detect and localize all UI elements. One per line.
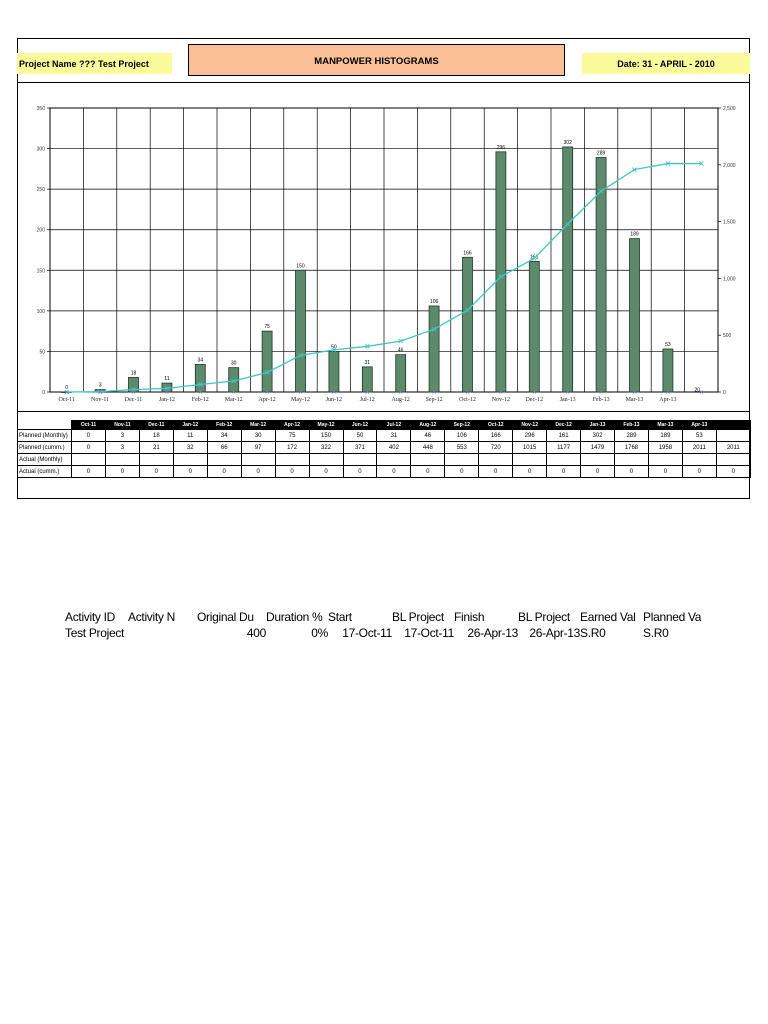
y-tick-label-left: 300 <box>36 146 45 153</box>
table-cell: 2011 <box>682 442 716 454</box>
report-date: Date: 31 - APRIL - 2010 <box>582 53 750 74</box>
bar <box>396 355 406 392</box>
table-cell <box>648 454 682 466</box>
bar-data-label: 53 <box>665 341 671 348</box>
table-month-header: Oct-12 <box>479 421 513 430</box>
table-cell <box>241 454 275 466</box>
table-cell <box>275 454 309 466</box>
activity-cell: 400 <box>246 626 266 640</box>
table-row-label: Actual (Monthly) <box>18 454 72 466</box>
table-cell: 0 <box>139 466 173 478</box>
activity-header-cell: Finish <box>454 610 485 624</box>
page-title: MANPOWER HISTOGRAMS <box>188 44 565 76</box>
table-cell: 0 <box>241 466 275 478</box>
table-row <box>18 442 751 454</box>
activity-cell: 17-Oct-11 <box>404 626 454 640</box>
bar <box>429 306 439 392</box>
y-tick-label-right: 2,000 <box>723 162 736 169</box>
table-cell <box>377 454 411 466</box>
x-tick-label: Apr-13 <box>659 397 677 403</box>
table-cell: 0 <box>275 466 309 478</box>
table-cell <box>615 454 649 466</box>
bar-data-label: 3 <box>98 382 102 389</box>
table-month-header: Mar-12 <box>241 421 275 430</box>
bar-data-label: 106 <box>429 298 439 305</box>
table-cell: 75 <box>275 430 309 442</box>
bar <box>296 270 306 392</box>
table-cell <box>343 454 377 466</box>
table-cell: 166 <box>479 430 513 442</box>
table-cell <box>581 454 615 466</box>
table-row-label: Planned (cumm.) <box>18 442 72 454</box>
table-cell: 0 <box>72 466 106 478</box>
table-cell: 0 <box>72 442 106 454</box>
table-cell <box>547 454 581 466</box>
bar <box>362 367 372 392</box>
activity-data-row <box>65 625 703 641</box>
table-cell <box>513 454 547 466</box>
bar-data-label: 11 <box>164 376 170 383</box>
table-cell: 553 <box>445 442 479 454</box>
table-cell <box>445 454 479 466</box>
table-row <box>18 430 751 442</box>
project-name: Project Name ??? Test Project <box>17 53 172 74</box>
x-tick-label: Nov-11 <box>91 397 110 403</box>
x-tick-label: Oct-12 <box>459 397 476 403</box>
table-month-header: Apr-12 <box>275 421 309 430</box>
y-tick-label-left: 50 <box>39 349 45 356</box>
x-tick-label: Dec-11 <box>124 397 143 403</box>
y-tick-label-left: 200 <box>36 227 45 234</box>
bar-data-label: 150 <box>296 263 305 270</box>
table-cell: 1768 <box>615 442 649 454</box>
y-tick-label-right: 1,000 <box>723 276 736 283</box>
activity-header-cell: BL Project <box>518 610 570 624</box>
activity-cell: 0% <box>311 626 328 640</box>
x-tick-label: Nov-12 <box>491 397 511 403</box>
table-cell: 21 <box>139 442 173 454</box>
y-tick-label-left: 0 <box>42 390 45 396</box>
x-tick-label: Dec-12 <box>525 397 544 403</box>
table-cell <box>309 454 343 466</box>
table-cell: 448 <box>411 442 445 454</box>
table-cell: 296 <box>513 430 547 442</box>
table-cell: 3 <box>105 442 139 454</box>
table-month-header: Jun-12 <box>343 421 377 430</box>
bar-data-label: 50 <box>331 344 337 351</box>
table-cell: 50 <box>343 430 377 442</box>
activity-header-cell: Start <box>328 610 352 624</box>
table-cell: 302 <box>581 430 615 442</box>
bar <box>529 261 539 392</box>
activity-header-cell: Duration % <box>266 610 323 624</box>
x-tick-label: Jun-12 <box>325 397 343 403</box>
table-cell: 30 <box>241 430 275 442</box>
table-cell <box>716 454 750 466</box>
activity-header-row <box>65 609 703 625</box>
bar <box>463 257 473 392</box>
table-month-header: Jul-12 <box>377 421 411 430</box>
table-cell: 0 <box>207 466 241 478</box>
table-cell: 0 <box>377 466 411 478</box>
table-row-label: Planned (Monthly) <box>18 430 72 442</box>
table-month-header: May-12 <box>309 421 343 430</box>
bar-data-label: 0 <box>65 385 69 391</box>
table-month-header: Feb-12 <box>207 421 241 430</box>
bar-data-label: 75 <box>264 324 270 331</box>
x-tick-label: Sep-12 <box>425 397 443 403</box>
table-cell <box>139 454 173 466</box>
table-cell: 0 <box>309 466 343 478</box>
table-month-header: Dec-11 <box>139 421 173 430</box>
bar <box>596 157 606 392</box>
table-cell: 1479 <box>581 442 615 454</box>
table-cell: 97 <box>241 442 275 454</box>
table-cell: 0 <box>173 466 207 478</box>
table-cell: 46 <box>411 430 445 442</box>
table-cell <box>682 454 716 466</box>
table-cell: 371 <box>343 442 377 454</box>
x-tick-label: Mar-13 <box>625 397 644 403</box>
table-cell: 1177 <box>547 442 581 454</box>
table-cell <box>105 454 139 466</box>
table-month-header: Nov-12 <box>513 421 547 430</box>
table-corner-cell <box>18 421 72 430</box>
activity-header-cell: Activity N <box>128 610 176 624</box>
bar <box>195 364 205 392</box>
x-tick-label: Feb-12 <box>191 397 209 403</box>
table-cell: 0 <box>411 466 445 478</box>
table-cell: 1958 <box>648 442 682 454</box>
table-month-header: Dec-12 <box>547 421 581 430</box>
table-cell: 66 <box>207 442 241 454</box>
table-month-header-blank <box>716 421 750 430</box>
activity-cell: 26-Apr-13 <box>467 626 518 640</box>
bar-data-label: 289 <box>596 150 606 157</box>
x-tick-label: Apr-12 <box>258 397 276 403</box>
table-cell: 322 <box>309 442 343 454</box>
bar-data-label: 161 <box>530 254 539 261</box>
table-cell: 0 <box>648 466 682 478</box>
table-month-header: Aug-12 <box>411 421 445 430</box>
table-month-header: Oct-11 <box>72 421 106 430</box>
x-tick-label: Mar-12 <box>224 397 243 403</box>
table-cell: 1015 <box>513 442 547 454</box>
table-cell: 106 <box>445 430 479 442</box>
activity-header-cell: Original Du <box>197 610 254 624</box>
y-tick-label-right: 2,500 <box>723 106 736 112</box>
table-cell: 0 <box>105 466 139 478</box>
table-month-header: Sep-12 <box>445 421 479 430</box>
activity-cell: 26-Apr-13 <box>529 626 580 640</box>
bar-data-label: 296 <box>496 144 506 151</box>
activity-block <box>65 609 703 641</box>
x-tick-label: Jan-13 <box>559 397 576 403</box>
table-cell: 0 <box>716 466 750 478</box>
bar <box>630 239 640 392</box>
activity-cell: 17-Oct-11 <box>342 626 392 640</box>
table-month-header: Nov-11 <box>105 421 139 430</box>
table-cell: 0 <box>479 466 513 478</box>
table-cell <box>173 454 207 466</box>
table-cell: 0 <box>72 430 106 442</box>
table-row <box>18 466 751 478</box>
x-tick-label: Jul-12 <box>359 397 375 403</box>
table-cell: 161 <box>547 430 581 442</box>
x-tick-label: Feb-13 <box>592 397 610 403</box>
manpower-chart <box>17 83 748 411</box>
table-cell: 31 <box>377 430 411 442</box>
x-tick-label: Aug-12 <box>391 397 410 403</box>
table-cell: 402 <box>377 442 411 454</box>
x-tick-label: Oct-11 <box>58 397 75 403</box>
bar-data-label: 34 <box>197 357 204 364</box>
table-cell: 0 <box>513 466 547 478</box>
chart-frame <box>17 82 750 412</box>
table-cell <box>479 454 513 466</box>
table-cell <box>72 454 106 466</box>
table-month-header: Jan-13 <box>581 421 615 430</box>
table-cell: 0 <box>581 466 615 478</box>
table-cell: 11 <box>173 430 207 442</box>
table-cell: 172 <box>275 442 309 454</box>
table-cell: 53 <box>682 430 716 442</box>
table-header-row <box>18 421 751 430</box>
bar <box>663 349 673 392</box>
table-cell: 34 <box>207 430 241 442</box>
bar-data-label: 31 <box>364 359 371 366</box>
activity-header-cell: Earned Val <box>580 610 636 624</box>
y-tick-label-right: 500 <box>723 333 732 340</box>
table-cell: 0 <box>682 466 716 478</box>
activity-cell: Test Project <box>65 626 125 640</box>
bar <box>329 351 339 392</box>
table-cell: 0 <box>615 466 649 478</box>
bar-data-label: 46 <box>397 347 404 354</box>
data-table <box>17 420 751 478</box>
table-month-header: Jan-12 <box>173 421 207 430</box>
y-tick-label-left: 350 <box>36 106 45 112</box>
bar-data-label: 30 <box>230 360 237 367</box>
table-cell: 0 <box>547 466 581 478</box>
table-cell: 189 <box>648 430 682 442</box>
activity-cell <box>128 625 197 641</box>
table-row <box>18 454 751 466</box>
y-tick-label-right: 1,500 <box>723 219 736 226</box>
bar-data-label: 302 <box>563 139 572 146</box>
table-cell: 289 <box>615 430 649 442</box>
y-tick-label-left: 150 <box>36 268 45 275</box>
table-cell: 32 <box>173 442 207 454</box>
activity-header-cell: Planned Va <box>643 610 702 624</box>
table-cell <box>411 454 445 466</box>
table-month-header: Apr-13 <box>682 421 716 430</box>
bar-data-label: 18 <box>130 370 137 377</box>
table-cell: 150 <box>309 430 343 442</box>
table-cell: 0 <box>343 466 377 478</box>
table-row-label: Actual (cumm.) <box>18 466 72 478</box>
table-cell: 3 <box>105 430 139 442</box>
activity-cell: S.R0 <box>643 626 669 640</box>
bar <box>563 147 573 392</box>
x-tick-label: May-12 <box>291 397 310 403</box>
activity-cell: S.R0 <box>580 626 606 640</box>
table-cell: 0 <box>445 466 479 478</box>
trailing-label: 20 <box>694 387 701 394</box>
bar <box>496 152 506 392</box>
bar <box>262 331 272 392</box>
bar-data-label: 166 <box>463 250 472 257</box>
y-tick-label-left: 250 <box>36 187 45 194</box>
bar-data-label: 189 <box>630 231 639 238</box>
table-month-header: Feb-13 <box>615 421 649 430</box>
table-cell <box>207 454 241 466</box>
table-cell <box>716 430 750 442</box>
y-tick-label-left: 100 <box>36 308 45 315</box>
x-tick-label: Jan-12 <box>158 397 175 403</box>
table-cell: 720 <box>479 442 513 454</box>
activity-header-cell: BL Project <box>392 610 444 624</box>
table-cell: 2011 <box>716 442 750 454</box>
table-month-header: Mar-13 <box>648 421 682 430</box>
y-tick-label-right: 0 <box>723 390 726 396</box>
table-cell: 18 <box>139 430 173 442</box>
activity-header-cell: Activity ID <box>65 610 116 624</box>
